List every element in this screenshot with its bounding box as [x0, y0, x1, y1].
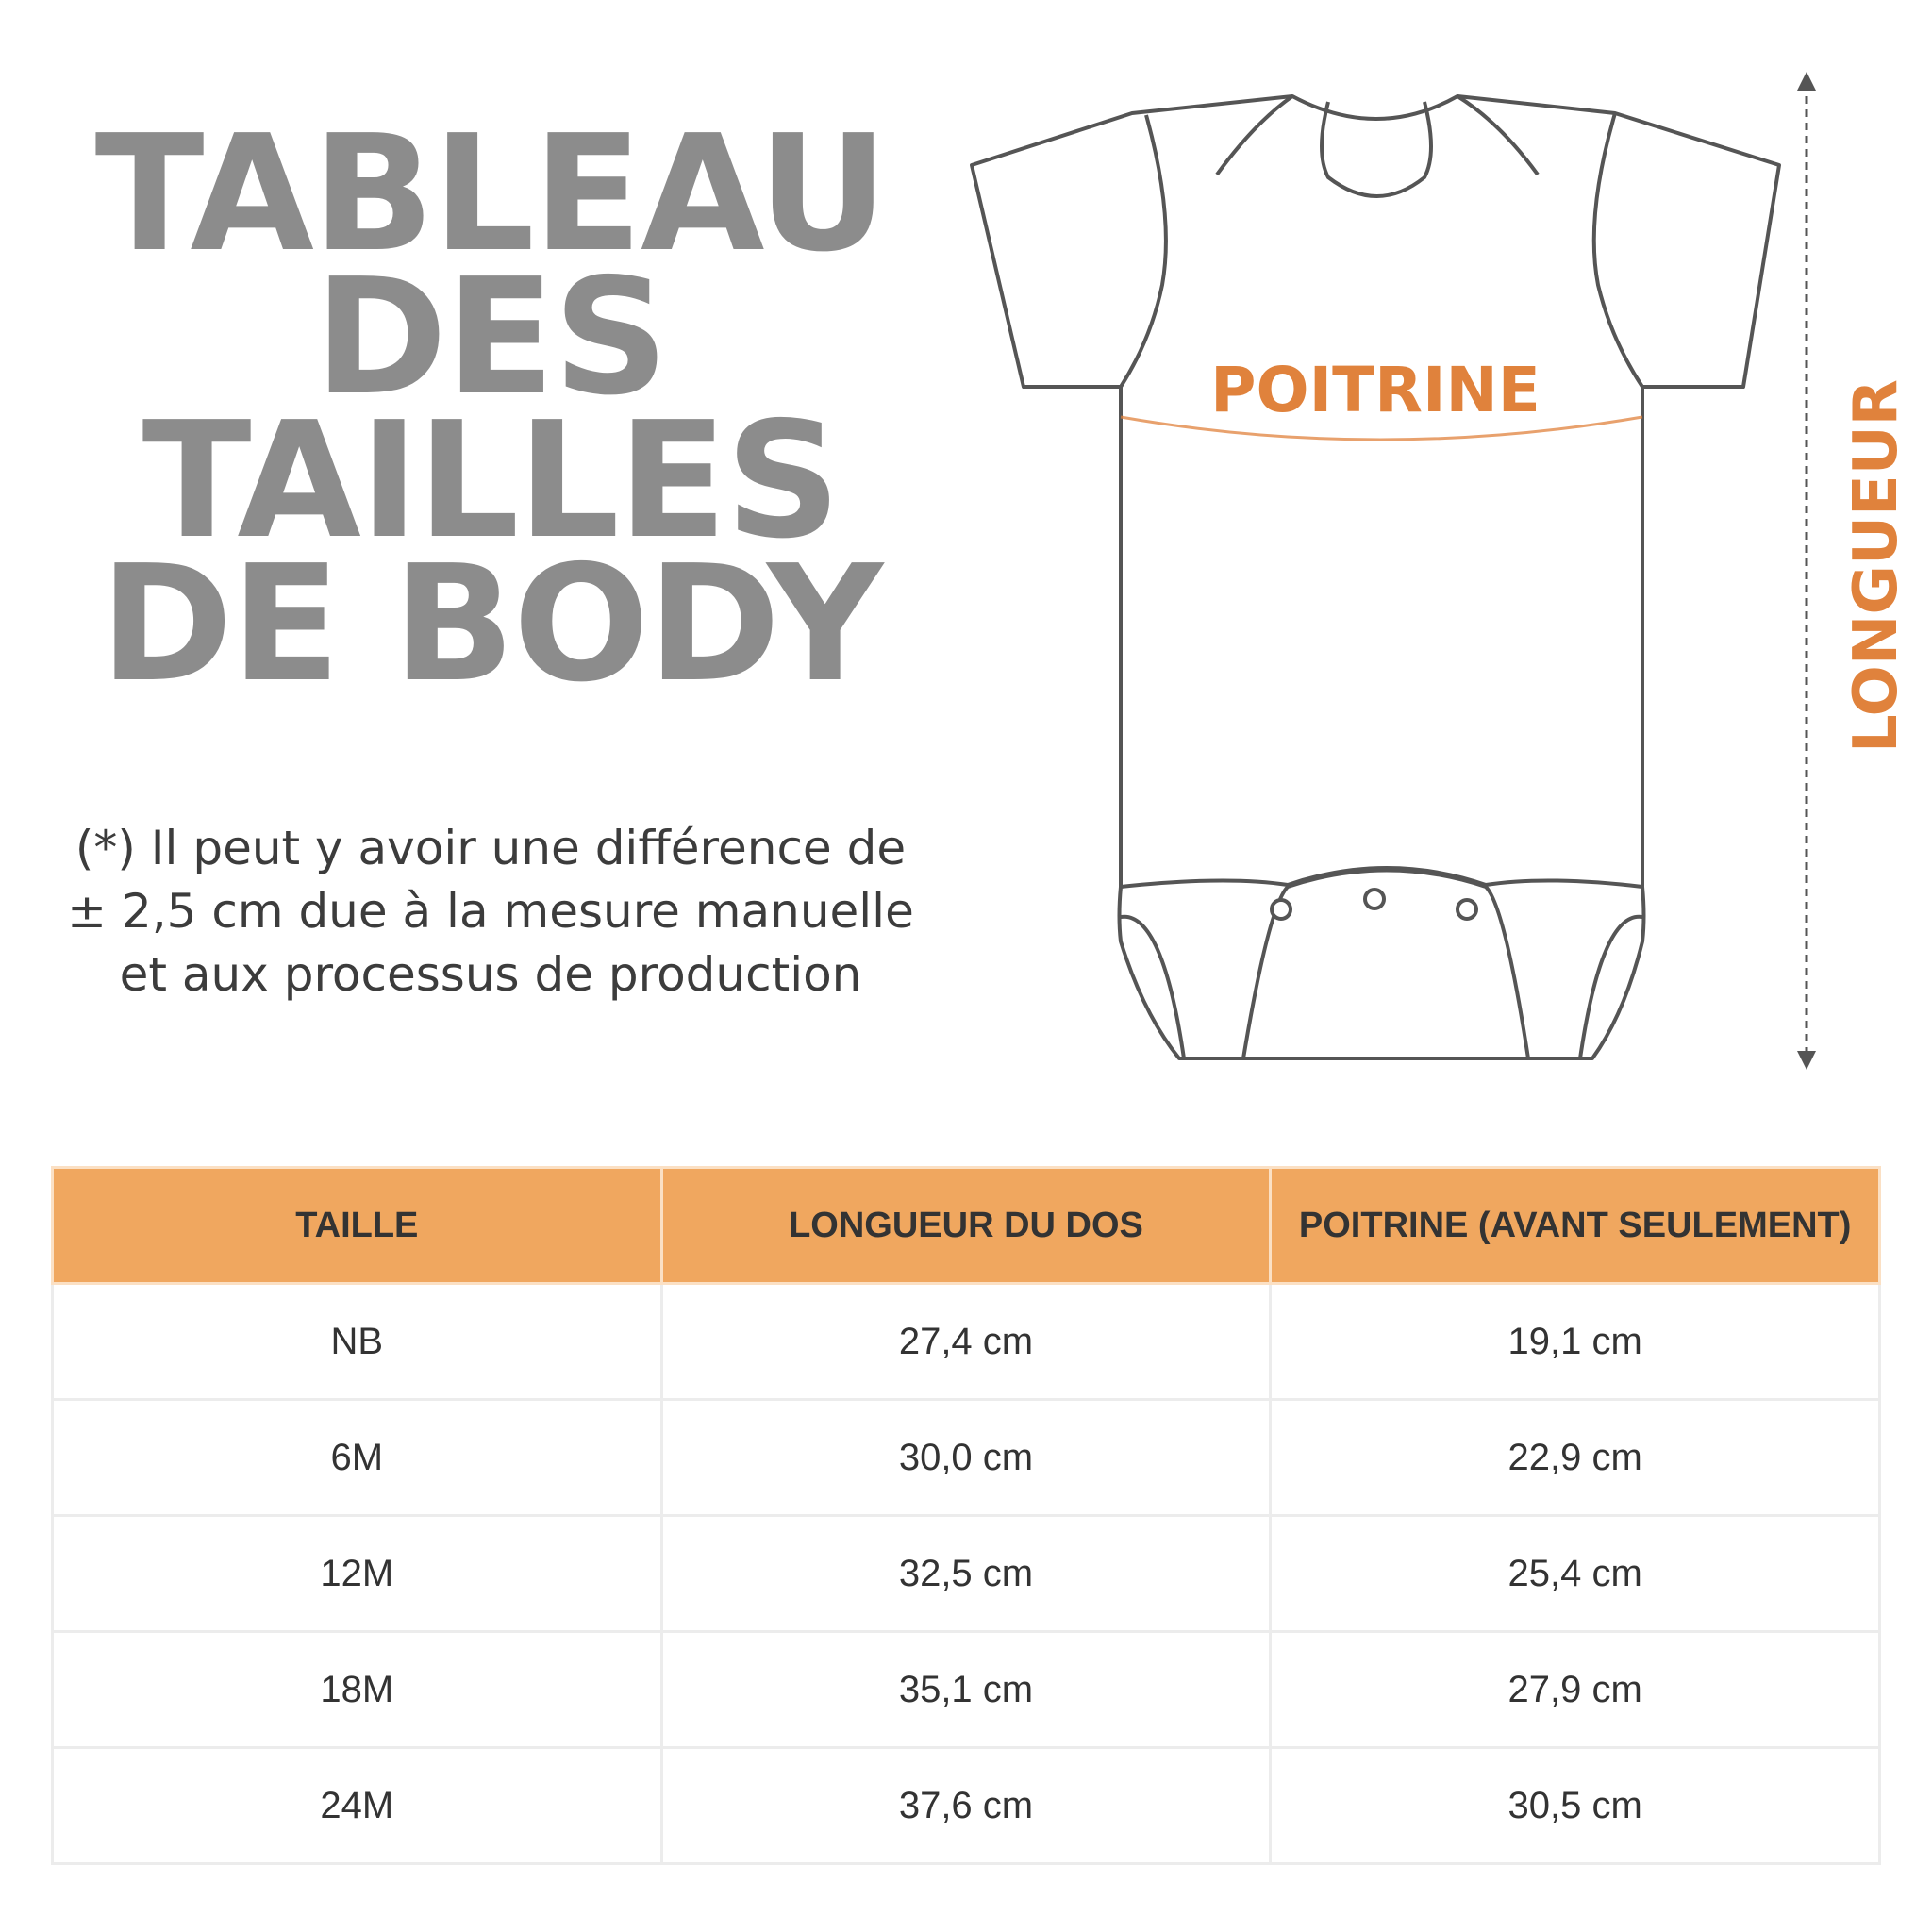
- column-header-size: TAILLE: [53, 1168, 662, 1284]
- column-header-chest: POITRINE (AVANT SEULEMENT): [1271, 1168, 1880, 1284]
- cell-size: 24M: [53, 1748, 662, 1864]
- snap-button: [1365, 890, 1384, 908]
- size-table: [51, 1166, 1881, 1865]
- cell-back-length: 32,5 cm: [661, 1516, 1271, 1632]
- bodysuit-diagram: [943, 57, 1924, 1085]
- cell-back-length: 37,6 cm: [661, 1748, 1271, 1864]
- table-row: [53, 1400, 1880, 1516]
- bodysuit-outline: [972, 96, 1779, 1058]
- page-title: [57, 101, 924, 718]
- cell-back-length: 35,1 cm: [661, 1632, 1271, 1748]
- cell-size: NB: [53, 1284, 662, 1400]
- arrow-down-icon: [1797, 1051, 1816, 1070]
- bodysuit-illustration: [943, 57, 1924, 1085]
- cell-size: 18M: [53, 1632, 662, 1748]
- length-label: LONGUEUR: [1841, 379, 1911, 753]
- table-row: [53, 1748, 1880, 1864]
- cell-chest: 27,9 cm: [1271, 1632, 1880, 1748]
- snap-button: [1272, 900, 1291, 919]
- size-table-container: [51, 1166, 1881, 1865]
- chest-label: POITRINE: [1210, 354, 1541, 426]
- cell-size: 12M: [53, 1516, 662, 1632]
- title-line-2: DES: [314, 244, 667, 431]
- table-header-row: [53, 1168, 1880, 1284]
- table-row: [53, 1632, 1880, 1748]
- arrow-up-icon: [1797, 72, 1816, 91]
- table-row: [53, 1284, 1880, 1400]
- measurement-disclaimer: (*) Il peut y avoir une différence de ± 2,5 cm due à la mesure manuelle et aux processus de production: [67, 821, 914, 1002]
- column-header-back-length: LONGUEUR DU DOS: [661, 1168, 1271, 1284]
- cell-size: 6M: [53, 1400, 662, 1516]
- snap-button: [1457, 900, 1476, 919]
- cell-back-length: 30,0 cm: [661, 1400, 1271, 1516]
- cell-back-length: 27,4 cm: [661, 1284, 1271, 1400]
- cell-chest: 30,5 cm: [1271, 1748, 1880, 1864]
- table-row: [53, 1516, 1880, 1632]
- title-line-1: TABLEAU: [94, 101, 887, 288]
- cell-chest: 22,9 cm: [1271, 1400, 1880, 1516]
- cell-chest: 25,4 cm: [1271, 1516, 1880, 1632]
- title-line-3: TAILLES: [142, 388, 840, 575]
- cell-chest: 19,1 cm: [1271, 1284, 1880, 1400]
- title-line-4: DE BODY: [99, 531, 882, 718]
